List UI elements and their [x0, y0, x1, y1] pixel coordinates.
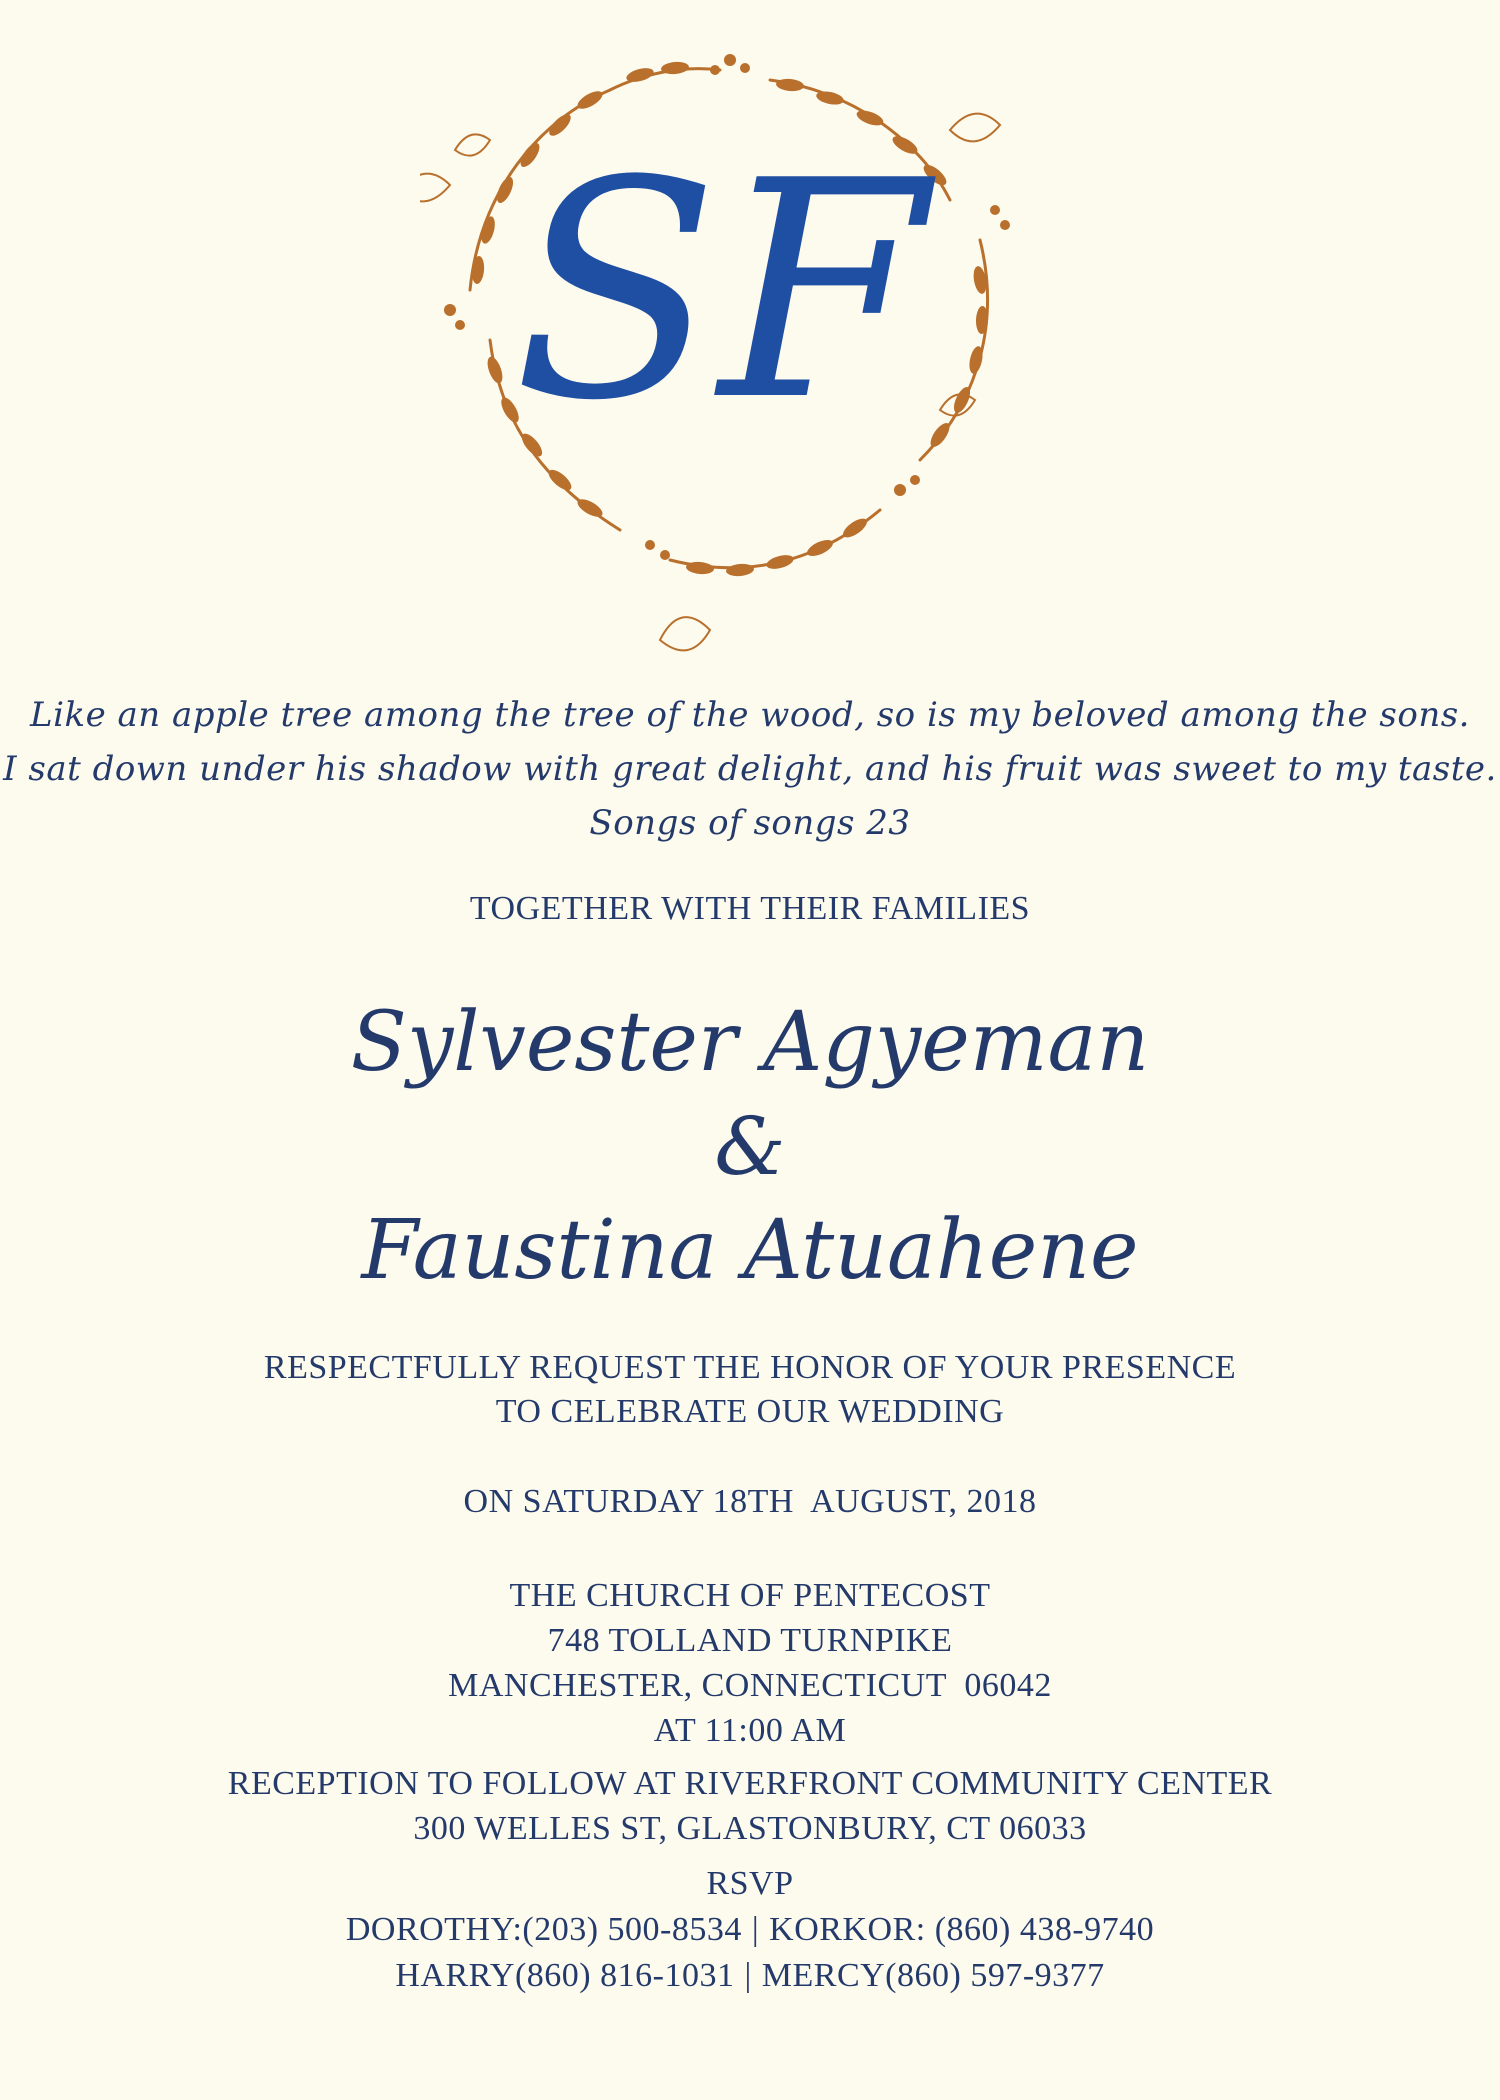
reception-line-2: 300 WELLES ST, GLASTONBURY, CT 06033	[413, 1810, 1087, 1847]
couple-names	[0, 985, 1500, 1309]
ampersand: &	[714, 1100, 786, 1193]
request-line-1: RESPECTFULLY REQUEST THE HONOR OF YOUR PRESENCE	[263, 1349, 1237, 1386]
groom-name: Sylvester Agyeman	[350, 995, 1150, 1090]
venue-info	[0, 1573, 1500, 1753]
floral-wreath-icon	[420, 40, 1040, 680]
request-text	[0, 1346, 1500, 1434]
verse-citation: Songs of songs 23	[589, 803, 911, 843]
rsvp-section	[0, 1861, 1500, 1999]
bible-verse	[0, 688, 1500, 850]
venue-city: MANCHESTER, CONNECTICUT 06042	[448, 1667, 1052, 1704]
request-line-2: TO CELEBRATE OUR WEDDING	[495, 1393, 1005, 1430]
bride-name: Faustina Atuahene	[361, 1203, 1139, 1298]
ceremony-time: AT 11:00 AM	[653, 1712, 847, 1749]
venue-name: THE CHURCH OF PENTECOST	[509, 1577, 991, 1614]
wedding-date: ON SATURDAY 18TH AUGUST, 2018	[463, 1483, 1037, 1520]
verse-line-2: I sat down under his shadow with great delight, and his fruit was sweet to my taste.	[3, 749, 1497, 789]
rsvp-separator: |	[744, 1957, 752, 1994]
rsvp-contact-harry: HARRY(860) 816-1031	[395, 1957, 735, 1994]
rsvp-row-1	[0, 1907, 1500, 1953]
rsvp-row-2	[0, 1953, 1500, 1999]
monogram-text: SF	[513, 117, 927, 466]
rsvp-contact-mercy: MERCY(860) 597-9377	[761, 1957, 1105, 1994]
reception-info	[0, 1761, 1500, 1851]
rsvp-label: RSVP	[706, 1865, 794, 1902]
venue-street: 748 TOLLAND TURNPIKE	[547, 1622, 953, 1659]
rsvp-contact-dorothy: DOROTHY:(203) 500-8534	[345, 1911, 742, 1948]
rsvp-separator: |	[751, 1911, 760, 1948]
together-heading: TOGETHER WITH THEIR FAMILIES	[469, 890, 1031, 927]
rsvp-contact-korkor: KORKOR: (860) 438-9740	[769, 1911, 1155, 1948]
reception-line-1: RECEPTION TO FOLLOW AT RIVERFRONT COMMUNITY CENTER	[227, 1765, 1273, 1802]
verse-line-1: Like an apple tree among the tree of the wood, so is my beloved among the sons.	[30, 695, 1470, 735]
